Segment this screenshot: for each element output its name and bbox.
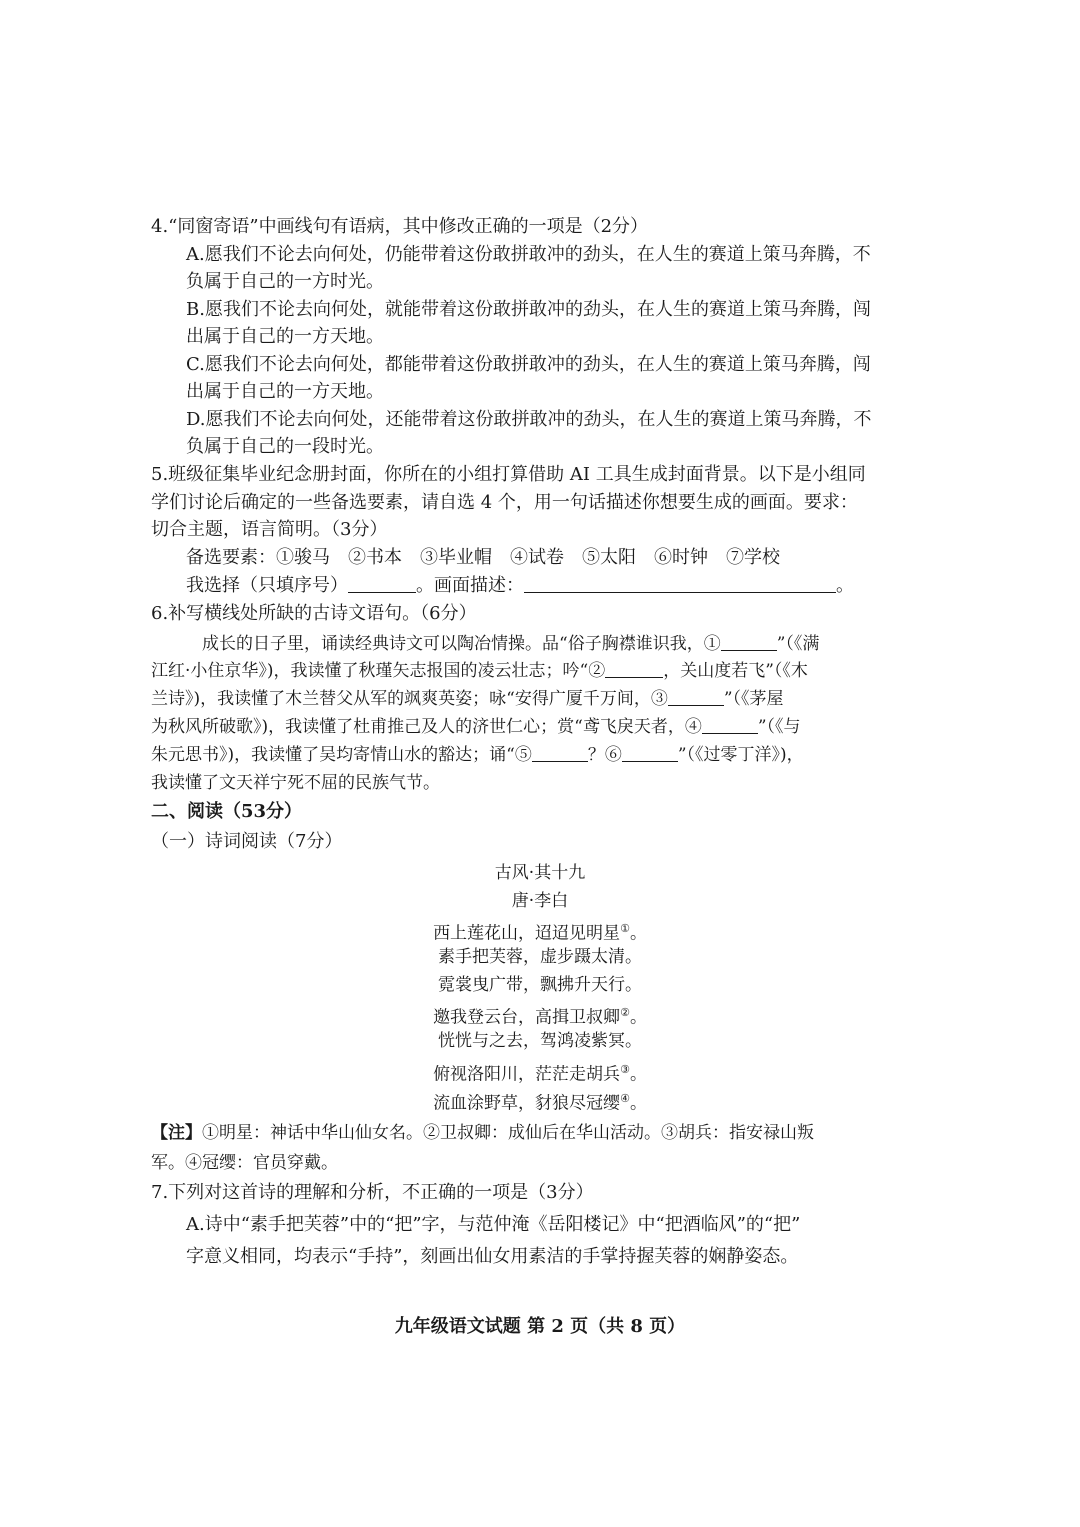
q6-line1-b: ”（《满: [776, 634, 820, 654]
q4-option-c-line1: C.愿我们不论去向何处，都能带着这份敢拼敢冲的劲头，在人生的赛道上策马奔腾，闯: [186, 354, 871, 375]
q6-line5: [151, 742, 804, 768]
poem-note-text1: ①明星：神话中华山仙女名。②卫叔卿：成仙后在华山活动。③胡兵：指安禄山叛: [202, 1123, 814, 1143]
poem-note-line1: [151, 1120, 814, 1146]
poem-line-text: 流血涂野草，豺狼尽冠缨: [433, 1093, 621, 1114]
q6-line4-a: 为秋风所破歌》)，我读懂了杜甫推己及人的济世仁心；赏“鸢飞戾天者，④: [151, 717, 702, 737]
q6-line4-b: ”（《与: [757, 717, 801, 737]
section2-title: 二、阅读（53分）: [151, 801, 303, 822]
poem-line: [0, 916, 1080, 947]
poem-line: [0, 1000, 1080, 1031]
q4-option-a-line1: A.愿我们不论去向何处，仍能带着这份敢拼敢冲的劲头，在人生的赛道上策马奔腾，不: [186, 244, 871, 265]
q6-line4: [151, 714, 801, 740]
poem-author: 唐·李白: [511, 891, 569, 911]
q5-line2: 学们讨论后确定的一些备选要素，请自选 4 个，用一句话描述你想要生成的画面。要求：: [151, 492, 858, 513]
poem-note-line2: 军。④冠缨：官员穿戴。: [151, 1153, 338, 1173]
poem-line-end: 。: [629, 1064, 647, 1085]
q4-stem: 4.“同窗寄语”中画线句有语病，其中修改正确的一项是（2分）: [151, 216, 649, 237]
poem-line: [0, 944, 1080, 970]
q6-line3-a: 兰诗》)，我读懂了木兰替父从军的飒爽英姿；咏“安得广厦千万间，③: [151, 689, 668, 709]
poem-line-text: 俯视洛阳川，茫茫走胡兵: [433, 1064, 621, 1085]
q6-line1: [202, 631, 819, 657]
poem-line: [0, 972, 1080, 998]
q6-blank-5[interactable]: [532, 743, 588, 762]
q4-option-a-line2: 负属于自己的一方时光。: [186, 271, 384, 292]
q7-stem: 7.下列对这首诗的理解和分析，不正确的一项是（3分）: [151, 1182, 594, 1203]
poem-line-text: 素手把芙蓉，虚步蹑太清。: [438, 947, 642, 967]
poem-line: [0, 1057, 1080, 1088]
poem-line-note-mark: ③: [620, 1063, 630, 1076]
poem-line-text: 霓裳曳广带，飘拂升天行。: [438, 975, 642, 995]
poem-line-end: 。: [629, 1007, 647, 1028]
q5-end-mark: 。: [836, 575, 854, 596]
poem-line: [0, 1028, 1080, 1054]
poem-line-text: 西上莲花山，迢迢见明星: [433, 923, 621, 944]
poem-line-text: 邀我登云台，高揖卫叔卿: [433, 1007, 621, 1028]
poem-line-note-mark: ①: [620, 922, 630, 935]
q6-line2: [151, 658, 808, 684]
q6-line3-b: ”（《茅屋: [723, 689, 784, 709]
q7-option-a-line1: A.诗中“素手把芙蓉”中的“把”字，与范仲淹《岳阳楼记》中“把酒临风”的“把”: [186, 1214, 801, 1235]
q5-elements: 备选要素：①骏马 ②书本 ③毕业帽 ④试卷 ⑤太阳 ⑥时钟 ⑦学校: [186, 547, 780, 568]
q5-describe-label: 。画面描述：: [416, 575, 524, 596]
q5-line3: 切合主题，语言简明。（3分）: [151, 519, 388, 540]
q4-option-c-line2: 出属于自己的一方天地。: [186, 381, 384, 402]
q6-line5-a: 朱元思书》)，我读懂了吴均寄情山水的豁达；诵“⑤: [151, 745, 532, 765]
q6-stem: 6.补写横线处所缺的古诗文语句。（6分）: [151, 603, 477, 624]
q6-blank-6[interactable]: [622, 743, 678, 762]
q6-line1-a: 成长的日子里，诵读经典诗文可以陶冶情操。品“俗子胸襟谁识我，①: [202, 634, 721, 654]
poem-line-note-mark: ④: [620, 1092, 630, 1105]
q6-line6: 我读懂了文天祥宁死不屈的民族气节。: [151, 773, 440, 793]
q5-describe-blank[interactable]: [524, 574, 836, 593]
q6-blank-2[interactable]: [605, 659, 663, 678]
q4-option-d-line1: D.愿我们不论去向何处，还能带着这份敢拼敢冲的劲头，在人生的赛道上策马奔腾，不: [186, 409, 872, 430]
poem-line-note-mark: ②: [620, 1006, 630, 1019]
q5-choose-label: 我选择（只填序号）: [186, 575, 348, 596]
q6-line2-a: 江红·小住京华》)，我读懂了秋瑾矢志报国的凌云壮志；吟“②: [151, 661, 606, 681]
q7-option-a-line2: 字意义相同，均表示“手持”，刻画出仙女用素洁的手掌持握芙蓉的娴静姿态。: [186, 1246, 799, 1267]
q6-line5-c: ”（《过零丁洋》)，: [677, 745, 804, 765]
q4-option-b-line2: 出属于自己的一方天地。: [186, 326, 384, 347]
q6-line2-b: ，关山度若飞”（《木: [663, 661, 808, 681]
q6-blank-4[interactable]: [702, 715, 758, 734]
poem-line-end: 。: [629, 1093, 647, 1114]
q6-line3: [151, 686, 784, 712]
q5-choose-blank[interactable]: [348, 574, 416, 593]
q6-blank-3[interactable]: [668, 687, 724, 706]
q5-line1: 5.班级征集毕业纪念册封面，你所在的小组打算借助 AI 工具生成封面背景。以下是小组同: [151, 464, 866, 485]
poem-line-text: 恍恍与之去，驾鸿凌紫冥。: [438, 1031, 642, 1051]
page-footer: 九年级语文试题 第 2 页（共 8 页）: [394, 1316, 686, 1337]
poem-note-label: 【注】: [151, 1123, 202, 1143]
q5-answer-line: [186, 573, 854, 599]
poem-line-end: 。: [629, 923, 647, 944]
q6-line5-b: ？⑥: [587, 745, 622, 765]
q4-option-b-line1: B.愿我们不论去向何处，就能带着这份敢拼敢冲的劲头，在人生的赛道上策马奔腾，闯: [186, 299, 871, 320]
poem-line: [0, 1086, 1080, 1117]
poem-title: 古风·其十九: [494, 863, 586, 883]
section2-subtitle: （一）诗词阅读（7分）: [151, 831, 343, 852]
q6-blank-1[interactable]: [721, 632, 777, 651]
q4-option-d-line2: 负属于自己的一段时光。: [186, 436, 384, 457]
